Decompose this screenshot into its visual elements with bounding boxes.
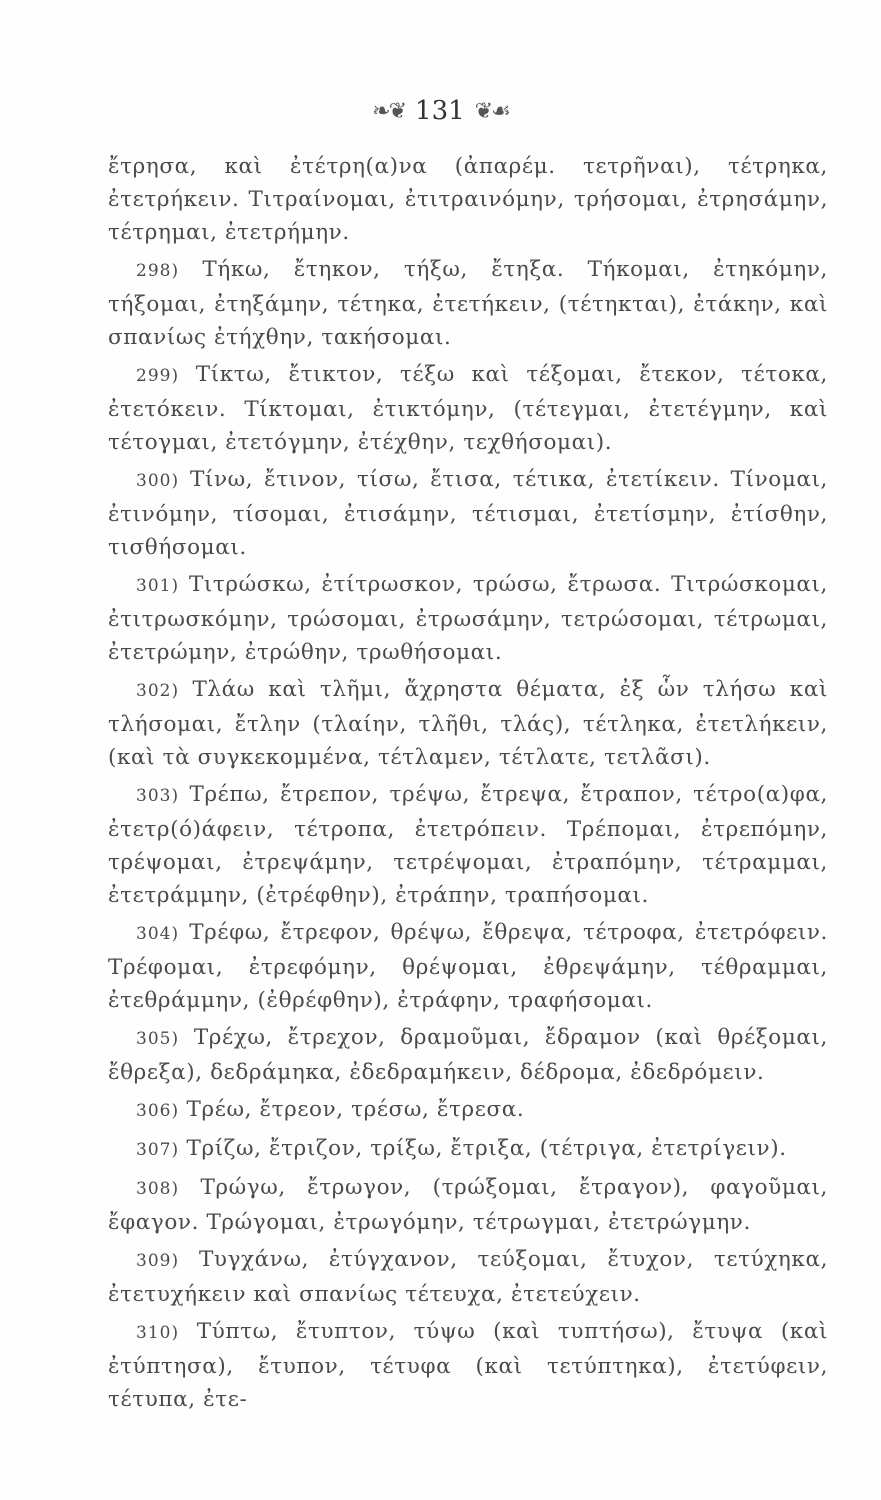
right-ornament-icon: ❦☙ <box>474 98 509 124</box>
entry-text: Τήκω, ἔτηκον, τήξω, ἔτηξα. Τήκομαι, ἐτηκόμην, τήξομαι, ἐτηξάμην, τέτηκα, ἐτετήκειν, (τέτηκται), ἐτάκην, καὶ σπανίως ἐτήχθην, τακήσομαι. <box>108 257 828 350</box>
entry-text: Τίκτω, ἔτικτον, τέξω καὶ τέξομαι, ἔτεκον, τέτοκα, ἐτετόκειν. Τίκτομαι, ἐτικτόμην, (τέτεγμαι, ἐτετέγμην, καὶ τέτογμαι, ἐτετόγμην, ἐτέχθην, τεχθήσομαι). <box>108 362 828 455</box>
entry-302 <box>108 673 828 774</box>
page-body <box>108 150 828 1420</box>
entry-text: Τρέφω, ἔτρεφον, θρέψω, ἔθρεψα, τέτροφα, ἐτετρόφειν. Τρέφομαι, ἐτρεφόμην, θρέψομαι, ἐθρεψάμην, τέθραμμαι, ἐτεθράμμην, (ἐθρέφθην), ἐτράφην, τραφήσομαι. <box>108 920 828 1013</box>
entry-304 <box>108 916 828 1017</box>
page-number: 131 <box>415 96 465 126</box>
entry-text: Τρίζω, ἔτριζον, τρίξω, ἔτριξα, (τέτριγα, ἐτετρίγειν). <box>186 1136 787 1161</box>
entry-307 <box>108 1132 828 1167</box>
entry-text: Τρέω, ἔτρεον, τρέσω, ἔτρεσα. <box>186 1097 525 1122</box>
entry-number: 305) <box>136 1029 180 1049</box>
paragraph-text: ἔτρησα, καὶ ἐτέτρη(α)να (ἀπαρέμ. τετρῆναι), τέτρηκα, ἐτετρήκειν. Τιτραίνομαι, ἐτιτραινόμην, τρήσομαι, ἐτρησάμην, τέτρημαι, ἐτετρήμην. <box>108 154 828 245</box>
entry-number: 298) <box>136 261 180 281</box>
entry-number: 308) <box>136 1179 180 1199</box>
entry-299 <box>108 358 828 459</box>
entry-number: 300) <box>136 471 180 491</box>
left-ornament-icon: ❧❦ <box>372 98 406 124</box>
entry-number: 303) <box>136 786 180 806</box>
entry-303 <box>108 778 828 912</box>
entry-301 <box>108 568 828 669</box>
entry-number: 310) <box>136 1323 180 1343</box>
entry-text: Τιτρώσκω, ἐτίτρωσκον, τρώσω, ἔτρωσα. Τιτρώσκομαι, ἐτιτρωσκόμην, τρώσομαι, ἐτρωσάμην, τετρώσομαι, τέτρωμαι, ἐτετρώμην, ἐτρώθην, τρωθήσομαι. <box>108 572 828 665</box>
entry-305 <box>108 1021 828 1089</box>
entry-text: Τρώγω, ἔτρωγον, (τρώξομαι, ἔτραγον), φαγοῦμαι, ἔφαγον. Τρώγομαι, ἐτρωγόμην, τέτρωγμαι, ἐτετρώγμην. <box>108 1175 828 1235</box>
entry-text: Τυγχάνω, ἐτύγχανον, τεύξομαι, ἔτυχον, τετύχηκα, ἐτετυχήκειν καὶ σπανίως τέτευχα, ἐτετεύχειν. <box>108 1247 828 1307</box>
entry-300 <box>108 463 828 564</box>
entry-308 <box>108 1171 828 1239</box>
entry-number: 301) <box>136 576 180 596</box>
entry-number: 302) <box>136 681 180 701</box>
paragraph <box>108 150 828 249</box>
entry-text: Τύπτω, ἔτυπτον, τύψω (καὶ τυπτήσω), ἔτυψα (καὶ ἐτύπτησα), ἔτυπον, τέτυφα (καὶ τετύπτηκα), ἐτετύφειν, τέτυπα, ἐτε- <box>108 1319 828 1412</box>
entry-text: Τρέχω, ἔτρεχον, δραμοῦμαι, ἔδραμον (καὶ θρέξομαι, ἔθρεξα), δεδράμηκα, ἐδεδραμήκειν, δέδρομα, ἐδεδρόμειν. <box>108 1025 828 1085</box>
entry-text: Τρέπω, ἔτρεπον, τρέψω, ἔτρεψα, ἔτραπον, τέτρο(α)φα, ἐτετρ(ό)άφειν, τέτροπα, ἐτετρόπειν. Τρέπομαι, ἐτρεπόμην, τρέψομαι, ἐτρεψάμην, τετρέψομαι, ἐτραπόμην, τέτραμμαι, ἐτετράμμην, (ἐτρέφθην), ἐτράπην, τραπήσομαι. <box>108 782 828 908</box>
entry-number: 307) <box>136 1140 180 1160</box>
entry-298 <box>108 253 828 354</box>
entry-number: 309) <box>136 1251 180 1271</box>
entry-number: 304) <box>136 924 180 944</box>
entry-number: 306) <box>136 1101 180 1121</box>
entry-310 <box>108 1315 828 1416</box>
entry-306 <box>108 1093 828 1128</box>
page-header <box>0 96 881 126</box>
entry-text: Τίνω, ἔτινον, τίσω, ἔτισα, τέτικα, ἐτετίκειν. Τίνομαι, ἐτινόμην, τίσομαι, ἐτισάμην, τέτισμαι, ἐτετίσμην, ἐτίσθην, τισθήσομαι. <box>108 467 828 560</box>
entry-309 <box>108 1243 828 1311</box>
entry-number: 299) <box>136 366 180 386</box>
entry-text: Τλάω καὶ τλῆμι, ἄχρηστα θέματα, ἐξ ὧν τλήσω καὶ τλήσομαι, ἔτλην (τλαίην, τλῆθι, τλάς), τέτληκα, ἐτετλήκειν, (καὶ τὰ συγκεκομμένα, τέτλαμεν, τέτλατε, τετλᾶσι). <box>108 677 828 770</box>
